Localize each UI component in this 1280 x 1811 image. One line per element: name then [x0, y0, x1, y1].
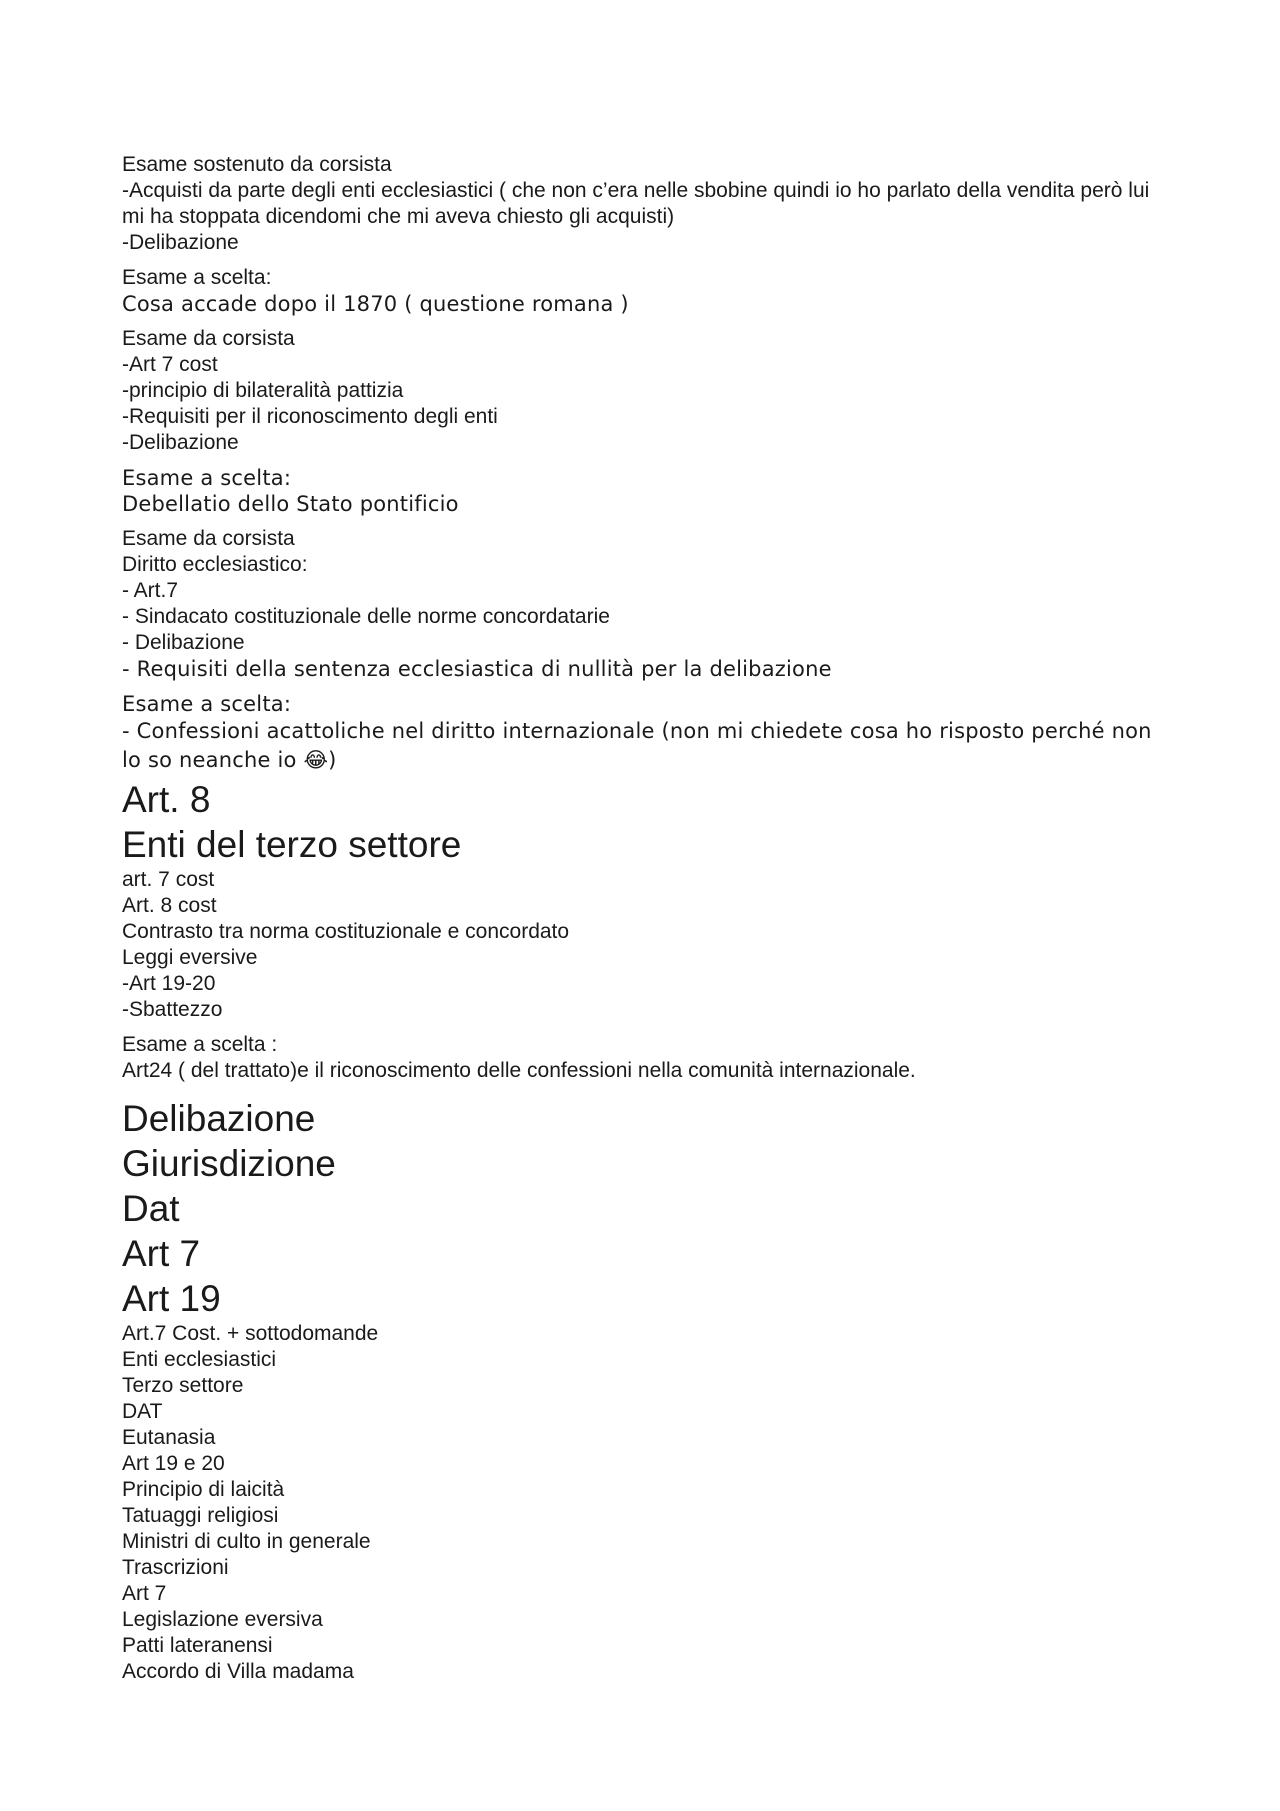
- text-line: Trascrizioni: [122, 1556, 229, 1579]
- text-line: -Delibazione: [122, 431, 239, 454]
- exam-block: [122, 1032, 1172, 1084]
- text-line: -Art 7 cost: [122, 353, 218, 376]
- heading-line: Delibazione: [122, 1098, 316, 1139]
- heading-line: Giurisdizione: [122, 1143, 336, 1184]
- text-line: Leggi eversive: [122, 946, 258, 969]
- text-line: -Delibazione: [122, 231, 239, 254]
- heading-line: Art. 8: [122, 779, 211, 820]
- text-line: Esame sostenuto da corsista: [122, 153, 392, 176]
- exam-block: [122, 326, 1172, 456]
- text-line: - Sindacato costituzionale delle norme concordatarie: [122, 605, 610, 628]
- heading-line: Enti del terzo settore: [122, 824, 462, 865]
- text-line: - Art.7: [122, 579, 179, 602]
- text-line: -Requisiti per il riconoscimento degli enti: [122, 405, 498, 428]
- text-line: -principio di bilateralità pattizia: [122, 379, 404, 402]
- exam-block: [122, 691, 1172, 775]
- text-line: Cosa accade dopo il 1870 ( questione romana ): [122, 292, 629, 316]
- text-line: Contrasto tra norma costituzionale e concordato: [122, 920, 570, 943]
- text-line: - Requisiti della sentenza ecclesiastica di nullità per la delibazione: [122, 657, 832, 681]
- text-line: art. 7 cost: [122, 868, 215, 891]
- heading-line: Art 19: [122, 1278, 221, 1319]
- text-line: Esame da corsista: [122, 327, 295, 350]
- text-line: Art 19 e 20: [122, 1452, 225, 1475]
- text-line: - Confessioni acattoliche nel diritto internazionale (non mi chiedete cosa ho risposto perché non lo so neanche io 😂): [122, 719, 1159, 772]
- heading-line: Dat: [122, 1188, 180, 1229]
- text-line: Esame da corsista: [122, 527, 295, 550]
- text-line: Terzo settore: [122, 1374, 244, 1397]
- text-line: Art.7 Cost. + sottodomande: [122, 1322, 379, 1345]
- topics-block: [122, 777, 1172, 1023]
- text-line: Accordo di Villa madama: [122, 1660, 354, 1683]
- text-line: Patti lateranensi: [122, 1634, 273, 1657]
- text-line: Ministri di culto in generale: [122, 1530, 371, 1553]
- heading-line: Art 7: [122, 1233, 201, 1274]
- text-line: Eutanasia: [122, 1426, 216, 1449]
- text-line: - Delibazione: [122, 631, 245, 654]
- text-line: Art. 8 cost: [122, 894, 217, 917]
- text-line: Principio di laicità: [122, 1478, 285, 1501]
- text-line: Tatuaggi religiosi: [122, 1504, 279, 1527]
- exam-block: [122, 265, 1172, 317]
- text-line: -Sbattezzo: [122, 998, 223, 1021]
- text-line: Esame a scelta:: [122, 692, 292, 716]
- exam-block: [122, 465, 1172, 517]
- text-line: Enti ecclesiastici: [122, 1348, 277, 1371]
- text-line: DAT: [122, 1400, 163, 1423]
- topics-block: [122, 1096, 1172, 1685]
- text-line: -Acquisti da parte degli enti ecclesiastici ( che non c’era nelle sbobine quindi io ho parlato della vendita però lui mi ha stoppata dicendomi che mi aveva chiesto gli acquisti): [122, 179, 1156, 228]
- text-line: Legislazione eversiva: [122, 1608, 323, 1631]
- exam-block: [122, 152, 1172, 256]
- document-content: [122, 152, 1172, 1694]
- text-line: Art 7: [122, 1582, 167, 1605]
- text-line: Art24 ( del trattato)e il riconoscimento delle confessioni nella comunità internazionale.: [122, 1059, 916, 1082]
- exam-block: [122, 526, 1172, 682]
- text-line: Esame a scelta :: [122, 1033, 278, 1056]
- text-line: Debellatio dello Stato pontificio: [122, 492, 459, 516]
- text-line: Esame a scelta:: [122, 466, 292, 490]
- text-line: -Art 19-20: [122, 972, 216, 995]
- text-line: Diritto ecclesiastico:: [122, 553, 308, 576]
- text-line: Esame a scelta:: [122, 266, 272, 289]
